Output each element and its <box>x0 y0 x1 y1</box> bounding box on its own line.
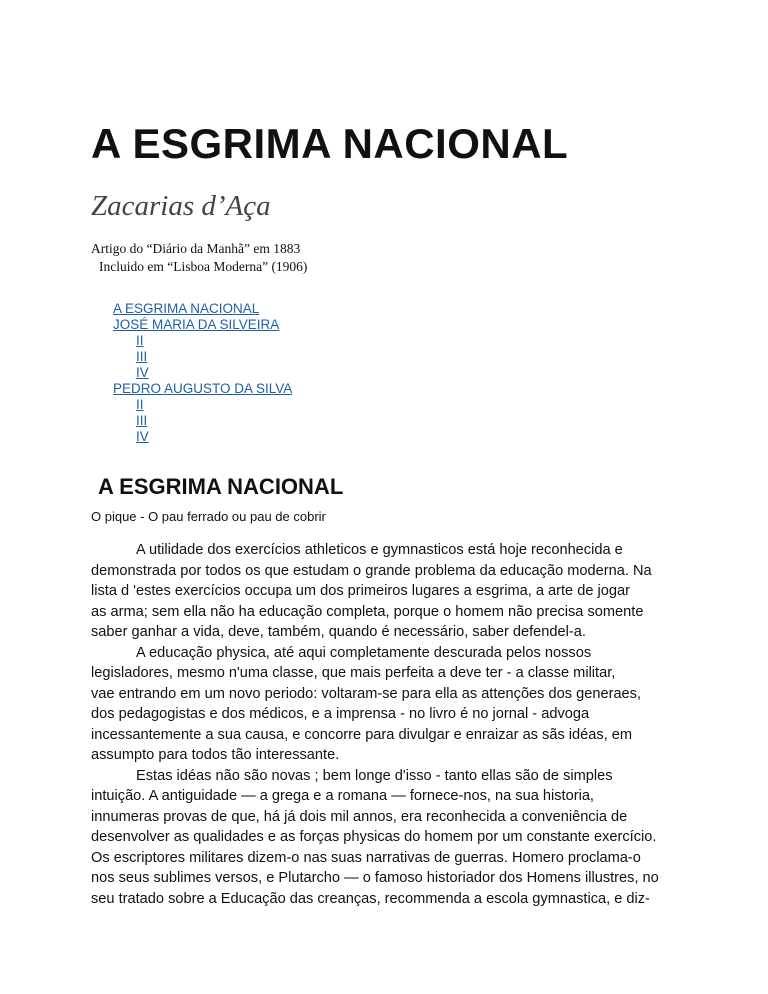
document-author: Zacarias d’Aça <box>91 190 271 222</box>
toc-link[interactable]: III <box>136 349 148 364</box>
text-line: as arma; sem ella não ha educação completa, porque o homem não precisa somente <box>91 603 644 620</box>
source-note <box>91 240 307 276</box>
text-line: intuição. A antiguidade — a grega e a romana — fornece-nos, na sua historia, <box>91 788 594 804</box>
source-line-1: Artigo do “Diário da Manhã” em 1883 <box>91 241 301 256</box>
text-line: lista d 'estes exercícios occupa um dos primeiros lugares a esgrima, a arte de jogar <box>91 583 630 599</box>
body-text <box>91 540 691 909</box>
table-of-contents <box>113 301 292 445</box>
toc-link[interactable]: IV <box>136 365 149 380</box>
text-line: nos seus sublimes versos, e Plutarcho — o famoso historiador dos Homens illustres, no <box>91 870 659 886</box>
toc-link[interactable]: IV <box>136 429 149 444</box>
source-line-2: Incluido em “Lisboa Moderna” (1906) <box>99 259 308 274</box>
toc-link[interactable]: II <box>136 397 144 412</box>
section-heading: A ESGRIMA NACIONAL <box>98 474 344 499</box>
document-title: A ESGRIMA NACIONAL <box>91 120 569 167</box>
text-line: desenvolver as qualidades e as forças physicas do homem por um constante exercício. <box>91 829 657 845</box>
toc-link[interactable]: II <box>136 333 144 348</box>
text-line: assumpto para todos tão interessante. <box>91 747 340 763</box>
text-line: innumeras provas de que, há já dois mil annos, era reconhecida a conveniência de <box>91 808 628 825</box>
text-line: vae entrando em um novo periodo: voltaram-se para ella as attenções dos generaes, <box>91 685 642 702</box>
text-line: A educação physica, até aqui completamente descurada pelos nossos <box>136 644 592 661</box>
text-line: dos pedagogistas e dos médicos, e a imprensa - no livro é no jornal - advoga <box>91 706 590 722</box>
toc-link[interactable]: JOSÉ MARIA DA SILVEIRA <box>113 317 280 332</box>
toc-link[interactable]: A ESGRIMA NACIONAL <box>113 301 260 316</box>
toc-link[interactable]: III <box>136 413 148 428</box>
text-line: Os escriptores militares dizem-o nas suas narrativas de guerras. Homero proclama-o <box>91 849 641 866</box>
text-line: demonstrada por todos os que estudam o grande problema da educação moderna. Na <box>91 562 652 579</box>
text-line: Estas idéas não são novas ; bem longe d'isso - tanto ellas são de simples <box>136 767 613 784</box>
text-line: A utilidade dos exercícios athleticos e gymnasticos está hoje reconhecida e <box>136 542 623 558</box>
text-line: legisladores, mesmo n'uma classe, que mais perfeita a deve ter - a classe militar, <box>91 665 616 681</box>
text-line: seu tratado sobre a Educação das creanças, recommenda a escola gymnastica, e diz- <box>91 890 650 907</box>
toc-link[interactable]: PEDRO AUGUSTO DA SILVA <box>113 381 293 396</box>
text-line: incessantemente a sua causa, e concorre para divulgar e enraizar as sãs idéas, em <box>91 726 633 743</box>
section-subtitle: O pique - O pau ferrado ou pau de cobrir <box>91 509 326 524</box>
text-line: saber ganhar a vida, deve, também, quando é necessário, saber defendel-a. <box>91 624 586 640</box>
